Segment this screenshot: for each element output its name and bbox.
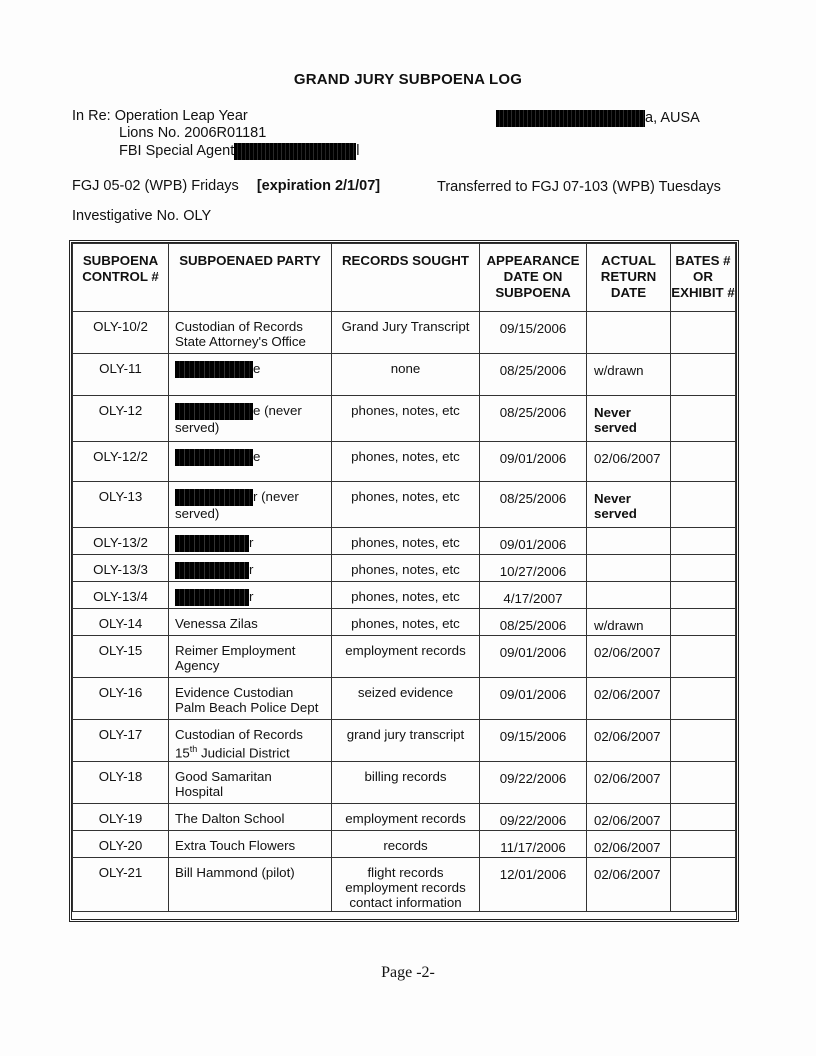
party-text: Custodian of Records	[175, 319, 303, 334]
records-text: employment records	[345, 811, 466, 826]
cell-appearance-date: 12/01/2006	[480, 858, 587, 912]
party-text: e (never	[253, 403, 302, 418]
cell-party	[169, 762, 332, 804]
records-text: records	[383, 838, 428, 853]
cell-return-date	[587, 312, 671, 354]
cell-bates	[671, 858, 736, 912]
cell-return-date	[587, 528, 671, 555]
cell-control: OLY-13	[73, 482, 169, 528]
ausa-tail: a, AUSA	[645, 110, 700, 126]
party-text: r	[249, 535, 254, 550]
cell-records	[332, 858, 480, 912]
cell-records	[332, 354, 480, 396]
party-text: Custodian of Records	[175, 727, 303, 742]
cell-party	[169, 858, 332, 912]
page-number: Page -2-	[381, 964, 435, 981]
cell-records	[332, 582, 480, 609]
cell-control: OLY-13/3	[73, 555, 169, 582]
redaction-block	[496, 110, 645, 127]
table-row	[73, 678, 736, 720]
table-row	[73, 396, 736, 442]
cell-records	[332, 396, 480, 442]
cell-bates	[671, 482, 736, 528]
cell-control: OLY-15	[73, 636, 169, 678]
cell-bates	[671, 312, 736, 354]
cell-control: OLY-13/4	[73, 582, 169, 609]
cell-party	[169, 609, 332, 636]
cell-records	[332, 609, 480, 636]
party-text: r (never	[253, 489, 299, 504]
cell-appearance-date: 09/01/2006	[480, 442, 587, 482]
cell-return-date: Never served	[587, 482, 671, 528]
table-header-row	[73, 244, 736, 312]
in-re-line: In Re: Operation Leap Year	[72, 108, 248, 124]
cell-control: OLY-11	[73, 354, 169, 396]
cell-bates	[671, 582, 736, 609]
party-ordinal-number: 15	[175, 745, 190, 761]
fgj-line	[72, 178, 380, 195]
records-text: seized evidence	[357, 685, 454, 700]
col-header-bates: BATES # OR EXHIBIT #	[671, 244, 736, 312]
records-text: phones, notes, etc	[351, 589, 460, 604]
cell-bates	[671, 609, 736, 636]
party-text-line2: Hospital	[175, 784, 224, 799]
table-row	[73, 442, 736, 482]
table-row	[73, 582, 736, 609]
cell-bates	[671, 720, 736, 762]
cell-appearance-date: 09/15/2006	[480, 312, 587, 354]
records-text: phones, notes, etc	[351, 535, 460, 550]
cell-return-date: 02/06/2007	[587, 720, 671, 762]
cell-party	[169, 442, 332, 482]
cell-party	[169, 555, 332, 582]
fbi-agent-label: FBI Special Agent	[119, 143, 235, 159]
party-text-line2: served)	[175, 506, 220, 521]
cell-records	[332, 555, 480, 582]
cell-return-date: 02/06/2007	[587, 804, 671, 831]
redaction-block	[234, 143, 356, 160]
fgj-label: FGJ 05-02 (WPB) Fridays	[72, 178, 239, 194]
cell-return-date: 02/06/2007	[587, 831, 671, 858]
lions-number: Lions No. 2006R01181	[119, 125, 267, 141]
cell-appearance-date: 09/15/2006	[480, 720, 587, 762]
party-text: e	[253, 361, 261, 376]
redaction-block	[175, 535, 249, 552]
cell-return-date	[587, 555, 671, 582]
records-text: phones, notes, etc	[351, 616, 460, 631]
party-text: e	[253, 449, 261, 464]
records-text: contact information	[349, 895, 462, 910]
table-row	[73, 804, 736, 831]
records-text: grand jury transcript	[346, 727, 465, 742]
party-text-line2: State Attorney's Office	[175, 334, 306, 349]
cell-bates	[671, 636, 736, 678]
cell-return-date: 02/06/2007	[587, 678, 671, 720]
table-row	[73, 609, 736, 636]
cell-control: OLY-13/2	[73, 528, 169, 555]
records-text: phones, notes, etc	[351, 449, 460, 464]
redaction-block	[175, 449, 253, 466]
records-text: none	[390, 361, 421, 376]
table-row	[73, 762, 736, 804]
cell-return-date: 02/06/2007	[587, 442, 671, 482]
investigative-number: Investigative No. OLY	[72, 208, 212, 224]
party-text: r	[249, 562, 254, 577]
cell-return-date: w/drawn	[587, 609, 671, 636]
cell-party	[169, 482, 332, 528]
cell-control: OLY-12/2	[73, 442, 169, 482]
cell-bates	[671, 555, 736, 582]
party-text: Good Samaritan	[175, 769, 272, 784]
redaction-block	[175, 403, 253, 420]
cell-appearance-date: 08/25/2006	[480, 396, 587, 442]
fbi-agent-line	[119, 143, 360, 160]
party-text-line2: served)	[175, 420, 220, 435]
cell-bates	[671, 804, 736, 831]
cell-party	[169, 354, 332, 396]
cell-bates	[671, 354, 736, 396]
party-text-line2	[175, 742, 331, 760]
col-header-control: SUBPOENA CONTROL #	[73, 244, 169, 312]
cell-return-date: w/drawn	[587, 354, 671, 396]
redaction-block	[175, 562, 249, 579]
cell-control: OLY-16	[73, 678, 169, 720]
cell-records	[332, 762, 480, 804]
cell-return-date	[587, 582, 671, 609]
table-row	[73, 528, 736, 555]
table-row	[73, 312, 736, 354]
party-text: Evidence Custodian	[175, 685, 294, 700]
cell-bates	[671, 442, 736, 482]
party-text-line2: Palm Beach Police Dept	[175, 700, 319, 715]
records-text: phones, notes, etc	[351, 489, 460, 504]
cell-records	[332, 528, 480, 555]
cell-appearance-date: 09/01/2006	[480, 528, 587, 555]
cell-control: OLY-18	[73, 762, 169, 804]
transferred-label: Transferred to FGJ 07-103 (WPB) Tuesdays	[437, 179, 721, 195]
cell-appearance-date: 4/17/2007	[480, 582, 587, 609]
cell-party	[169, 831, 332, 858]
cell-return-date: 02/06/2007	[587, 762, 671, 804]
table-row	[73, 636, 736, 678]
records-text: phones, notes, etc	[351, 562, 460, 577]
cell-party	[169, 720, 332, 762]
cell-appearance-date: 11/17/2006	[480, 831, 587, 858]
cell-records	[332, 831, 480, 858]
cell-control: OLY-14	[73, 609, 169, 636]
records-text: employment records	[345, 880, 466, 895]
cell-bates	[671, 396, 736, 442]
document-title: GRAND JURY SUBPOENA LOG	[293, 71, 523, 88]
party-text: Venessa Zilas	[175, 616, 258, 631]
cell-party	[169, 636, 332, 678]
cell-appearance-date: 09/01/2006	[480, 678, 587, 720]
party-text-line2: Agency	[175, 658, 220, 673]
records-text: billing records	[364, 769, 447, 784]
redaction-block	[175, 361, 253, 378]
records-text: phones, notes, etc	[351, 403, 460, 418]
records-text: flight records	[367, 865, 444, 880]
party-ordinal-suffix: th	[189, 744, 198, 754]
cell-records	[332, 442, 480, 482]
cell-return-date: 02/06/2007	[587, 636, 671, 678]
party-text: Bill Hammond (pilot)	[175, 865, 295, 880]
col-header-records: RECORDS SOUGHT	[332, 244, 480, 312]
party-text: Extra Touch Flowers	[175, 838, 296, 853]
cell-control: OLY-17	[73, 720, 169, 762]
cell-return-date: 02/06/2007	[587, 858, 671, 912]
table-row	[73, 354, 736, 396]
cell-party	[169, 312, 332, 354]
table-row	[73, 831, 736, 858]
cell-return-date: Never served	[587, 396, 671, 442]
cell-bates	[671, 831, 736, 858]
cell-party	[169, 804, 332, 831]
cell-appearance-date: 08/25/2006	[480, 609, 587, 636]
table-row	[73, 720, 736, 762]
cell-appearance-date: 10/27/2006	[480, 555, 587, 582]
cell-party	[169, 582, 332, 609]
party-text: r	[249, 589, 254, 604]
party-text: Reimer Employment	[175, 643, 296, 658]
table-row	[73, 555, 736, 582]
cell-control: OLY-20	[73, 831, 169, 858]
cell-control: OLY-12	[73, 396, 169, 442]
cell-appearance-date: 08/25/2006	[480, 482, 587, 528]
cell-records	[332, 636, 480, 678]
cell-bates	[671, 678, 736, 720]
cell-control: OLY-19	[73, 804, 169, 831]
cell-bates	[671, 528, 736, 555]
cell-party	[169, 396, 332, 442]
party-district: Judicial District	[197, 745, 290, 761]
col-header-return: ACTUAL RETURN DATE	[587, 244, 671, 312]
cell-records	[332, 804, 480, 831]
cell-records	[332, 678, 480, 720]
cell-appearance-date: 09/22/2006	[480, 804, 587, 831]
cell-appearance-date: 08/25/2006	[480, 354, 587, 396]
cell-records	[332, 482, 480, 528]
cell-control: OLY-21	[73, 858, 169, 912]
cell-records	[332, 720, 480, 762]
redaction-block	[175, 489, 253, 506]
ausa-line	[496, 110, 700, 127]
cell-records	[332, 312, 480, 354]
fbi-agent-tail: l	[356, 143, 360, 159]
cell-control: OLY-10/2	[73, 312, 169, 354]
records-text: Grand Jury Transcript	[341, 319, 470, 334]
cell-appearance-date: 09/01/2006	[480, 636, 587, 678]
col-header-party: SUBPOENAED PARTY	[169, 244, 332, 312]
party-text: The Dalton School	[175, 811, 285, 826]
redaction-block	[175, 589, 249, 606]
cell-bates	[671, 762, 736, 804]
table-row	[73, 482, 736, 528]
col-header-appearance: APPEARANCE DATE ON SUBPOENA	[480, 244, 587, 312]
records-text: employment records	[345, 643, 466, 658]
cell-party	[169, 678, 332, 720]
expiration-label: [expiration 2/1/07]	[256, 178, 381, 194]
cell-appearance-date: 09/22/2006	[480, 762, 587, 804]
cell-party	[169, 528, 332, 555]
table-row	[73, 858, 736, 912]
subpoena-log-table	[69, 240, 739, 922]
